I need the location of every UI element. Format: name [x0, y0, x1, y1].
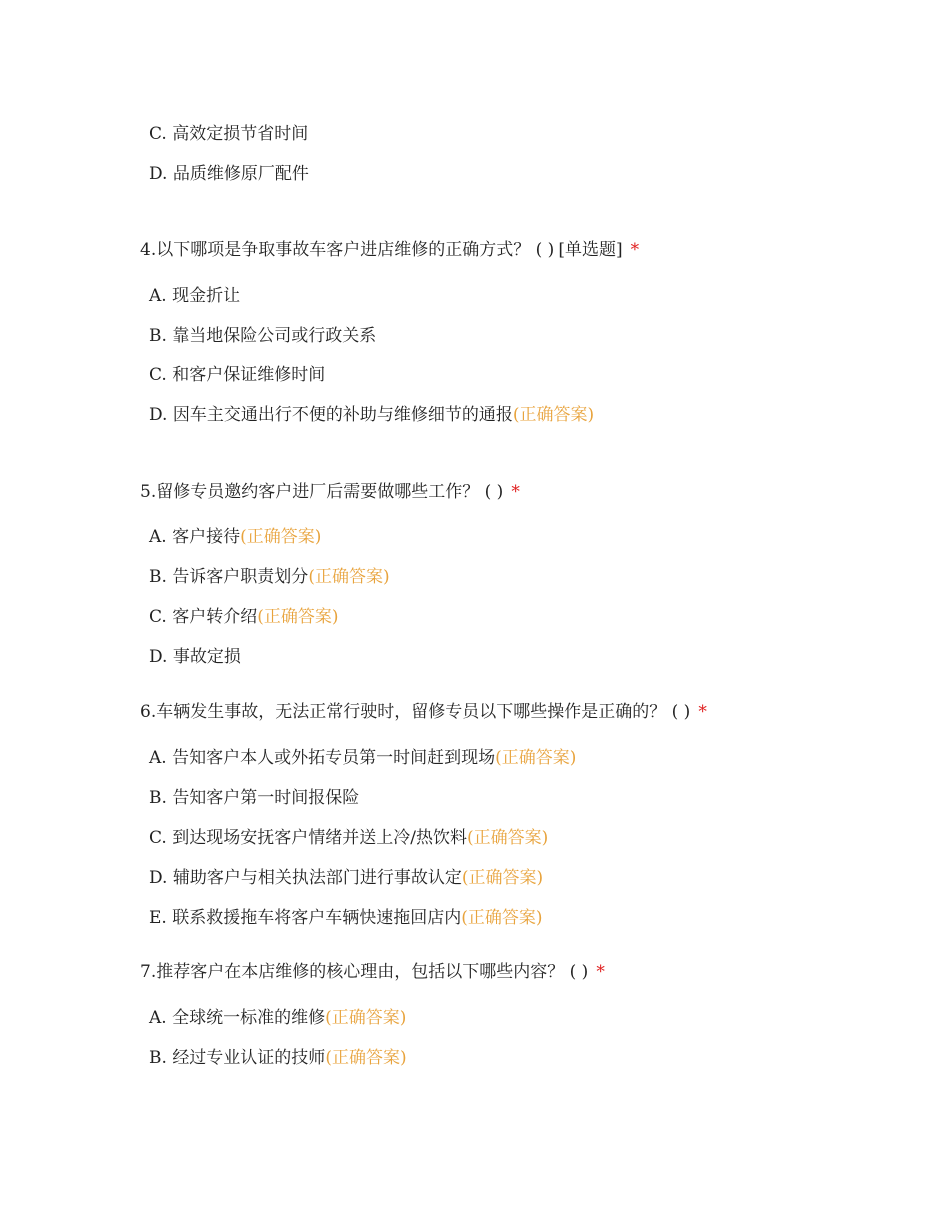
question-number: 6. — [140, 702, 157, 722]
correct-answer-marker: (正确答案) — [495, 748, 577, 768]
option-letter: C. — [149, 124, 167, 144]
correct-answer-marker: (正确答案) — [325, 1008, 407, 1028]
option-text: 因车主交通出行不便的补助与维修细节的通报 — [172, 405, 513, 425]
question-type-tag: [单选题] — [558, 240, 623, 260]
answer-option[interactable] — [149, 365, 325, 385]
option-letter: A. — [149, 527, 167, 547]
option-text: 到达现场安抚客户情绪并送上冷/热饮料 — [172, 828, 467, 848]
option-letter: A. — [149, 748, 167, 768]
answer-option[interactable] — [149, 828, 548, 848]
required-marker: * — [698, 702, 707, 722]
correct-answer-marker: (正确答案) — [461, 868, 544, 888]
option-text: 客户转介绍 — [172, 607, 258, 627]
answer-option[interactable] — [149, 868, 543, 888]
required-marker: * — [511, 482, 520, 502]
answer-option[interactable] — [149, 124, 308, 144]
answer-option[interactable] — [149, 405, 594, 425]
answer-option[interactable] — [149, 788, 359, 808]
correct-answer-marker: (正确答案) — [308, 567, 390, 587]
question-text: 留修专员邀约客户进厂后需要做哪些工作？ ( ) — [156, 482, 504, 502]
option-text: 高效定损节省时间 — [172, 124, 309, 144]
question-text: 车辆发生事故，无法正常行驶时，留修专员以下哪些操作是正确的？ ( ) — [156, 702, 691, 722]
option-letter: D. — [149, 164, 168, 184]
correct-answer-marker: (正确答案) — [461, 908, 543, 928]
option-text: 事故定损 — [172, 647, 241, 667]
answer-option[interactable] — [149, 164, 309, 184]
question-number: 7. — [140, 962, 157, 982]
question-title — [140, 962, 605, 982]
question-text: 推荐客户在本店维修的核心理由，包括以下哪些内容？ ( ) — [156, 962, 589, 982]
question-title — [140, 240, 639, 260]
question-title — [140, 702, 707, 722]
answer-option[interactable] — [149, 748, 576, 768]
answer-option[interactable] — [149, 1048, 407, 1068]
answer-option[interactable] — [149, 1008, 406, 1028]
option-letter: B. — [149, 1048, 167, 1068]
option-text: 和客户保证维修时间 — [172, 365, 326, 385]
option-text: 靠当地保险公司或行政关系 — [172, 326, 377, 346]
correct-answer-marker: (正确答案) — [325, 1048, 407, 1068]
correct-answer-marker: (正确答案) — [466, 828, 549, 848]
question-title — [140, 482, 520, 502]
option-text: 全球统一标准的维修 — [172, 1008, 326, 1028]
option-text: 告诉客户职责划分 — [172, 567, 309, 587]
option-text: 经过专业认证的技师 — [172, 1048, 326, 1068]
option-letter: B. — [149, 326, 167, 346]
answer-option[interactable] — [149, 326, 376, 346]
option-letter: A. — [149, 1008, 167, 1028]
option-text: 告知客户第一时间报保险 — [172, 788, 360, 808]
option-text: 品质维修原厂配件 — [172, 164, 309, 184]
answer-option[interactable] — [149, 527, 321, 547]
option-letter: D. — [149, 868, 168, 888]
option-text: 现金折让 — [172, 286, 241, 306]
required-marker: * — [596, 962, 605, 982]
option-text: 辅助客户与相关执法部门进行事故认定 — [172, 868, 462, 888]
option-letter: D. — [149, 647, 168, 667]
option-text: 客户接待 — [172, 527, 241, 547]
correct-answer-marker: (正确答案) — [512, 405, 595, 425]
required-marker: * — [630, 240, 640, 260]
option-letter: C. — [149, 365, 167, 385]
option-letter: D. — [149, 405, 168, 425]
option-letter: B. — [149, 788, 167, 808]
correct-answer-marker: (正确答案) — [240, 527, 322, 547]
option-text: 联系救援拖车将客户车辆快速拖回店内 — [172, 908, 462, 928]
option-letter: A. — [149, 286, 167, 306]
question-number: 5. — [140, 482, 157, 502]
question-text: 以下哪项是争取事故车客户进店维修的正确方式？ ( ) — [156, 240, 555, 260]
option-letter: C. — [149, 828, 167, 848]
answer-option[interactable] — [149, 647, 241, 667]
option-letter: C. — [149, 607, 167, 627]
question-number: 4. — [140, 240, 157, 260]
option-letter: B. — [149, 567, 167, 587]
answer-option[interactable] — [149, 567, 390, 587]
option-letter: E. — [149, 908, 167, 928]
answer-option[interactable] — [149, 607, 338, 627]
option-text: 告知客户本人或外拓专员第一时间赶到现场 — [172, 748, 496, 768]
answer-option[interactable] — [149, 286, 240, 306]
correct-answer-marker: (正确答案) — [257, 607, 339, 627]
answer-option[interactable] — [149, 908, 543, 928]
